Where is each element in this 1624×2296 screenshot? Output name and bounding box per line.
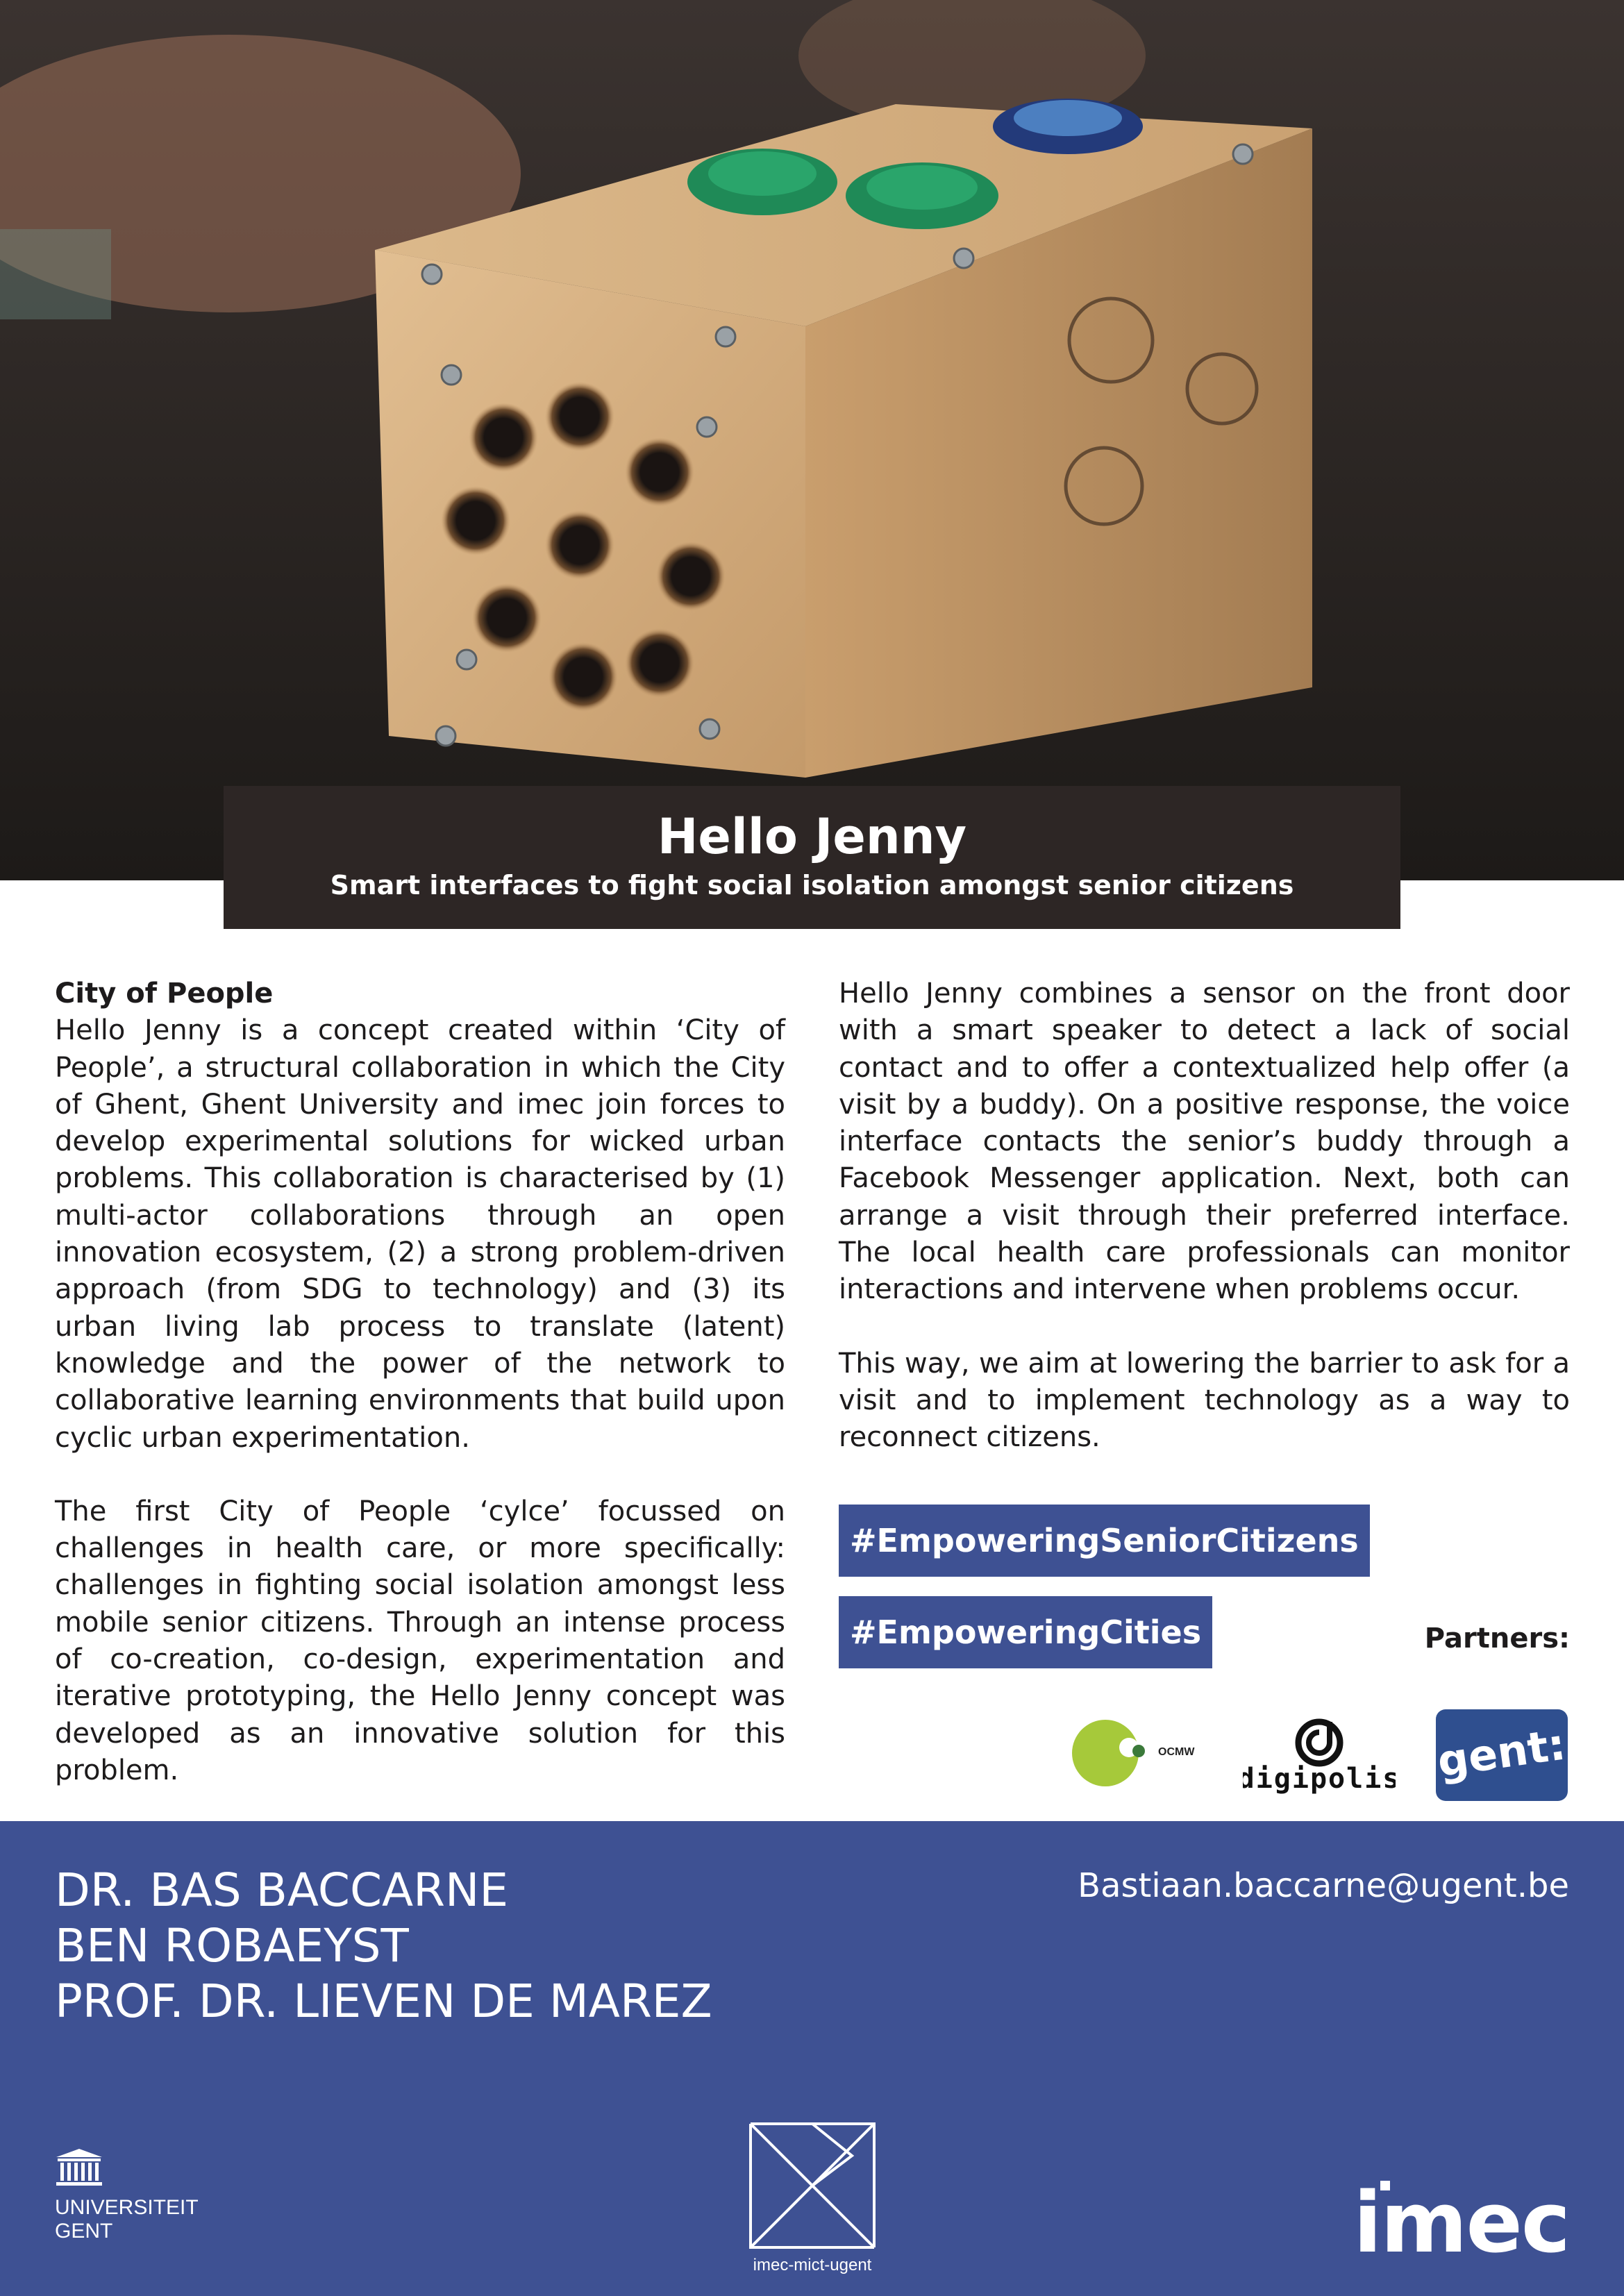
ocmw-logo-text: OCMW	[1158, 1746, 1195, 1758]
right-column	[839, 975, 1570, 1457]
author-name: DR. BAS BACCARNE	[55, 1863, 509, 1917]
partners-label: Partners:	[1424, 1623, 1570, 1654]
title-banner	[224, 786, 1400, 929]
footer	[0, 1821, 1624, 2296]
ugent-logo-text	[55, 2196, 199, 2243]
gent-logo-text: gent:	[1436, 1718, 1568, 1787]
right-paragraph-1: Hello Jenny combines a sensor on the front door with a smart speaker to detect a lack of social contact and to offer a contextualized help offer (a visit by a buddy). On a positive response, the voice interface contacts the senior’s buddy through a Facebook Messenger application. Next, both can arrange a visit through their preferred interface. The local health care professionals can monitor interactions and intervene when problems occur.	[839, 978, 1570, 1306]
digipolis-logo	[1243, 1715, 1396, 1801]
ugent-line-2: GENT	[55, 2220, 113, 2243]
hello-jenny-device-illustration	[0, 0, 1624, 880]
paper-blur	[0, 229, 111, 319]
imec-mict-ugent-logo	[748, 2121, 877, 2256]
section-heading: City of People	[55, 978, 274, 1009]
poster-title: Hello Jenny	[657, 808, 967, 865]
poster-subtitle: Smart interfaces to fight social isolation amongst senior citizens	[330, 870, 1294, 900]
hashtag-empowering-cities: #EmpoweringCities	[839, 1596, 1212, 1668]
left-paragraph-1: Hello Jenny is a concept created within ‘City of People’, a structural collaboration in which the City of Ghent, Ghent University and imec join forces to develop experimental solutions for wicked urban problems. This collaboration is characterised by (1) multi-actor collaborations through an open innovation ecosystem, (2) a strong problem-driven approach (from SDG to technology) and (3) its urban living lab process to translate (latent) knowledge and the power of the network to collaborative learning environments that build upon cyclic urban experimentation.	[55, 1014, 785, 1454]
contact-email[interactable]: Bastiaan.baccarne@ugent.be	[1078, 1866, 1569, 1905]
gent-logo	[1436, 1709, 1568, 1804]
ugent-line-1: UNIVERSITEIT	[55, 2196, 199, 2219]
left-paragraph-2: The first City of People ‘cylce’ focussed on challenges in health care, or more specifically: challenges in fighting social isolation amongst less mobile senior citizens. Through an intense process of co-creation, co-design, experimentation and iterative prototyping, the Hello Jenny concept was developed as an innovative solution for this problem.	[55, 1495, 785, 1786]
hero-photo	[0, 0, 1624, 880]
author-name: PROF. DR. LIEVEN DE MAREZ	[55, 1975, 712, 2028]
imec-mict-ugent-text: imec-mict-ugent	[753, 2256, 872, 2274]
ocmw-logo	[1069, 1715, 1208, 1794]
imec-logo-text: imec	[1353, 2175, 1569, 2272]
hashtag-empowering-senior-citizens: #EmpoweringSeniorCitizens	[839, 1505, 1370, 1577]
author-name: BEN ROBAEYST	[55, 1919, 409, 1972]
digipolis-logo-text: digipolis	[1243, 1763, 1396, 1795]
left-column	[55, 975, 785, 1789]
authors-list	[55, 1863, 712, 2029]
right-paragraph-2: This way, we aim at lowering the barrier to ask for a visit and to implement technology as a way to reconnect citizens.	[839, 1347, 1570, 1454]
ugent-building-icon	[55, 2147, 103, 2192]
